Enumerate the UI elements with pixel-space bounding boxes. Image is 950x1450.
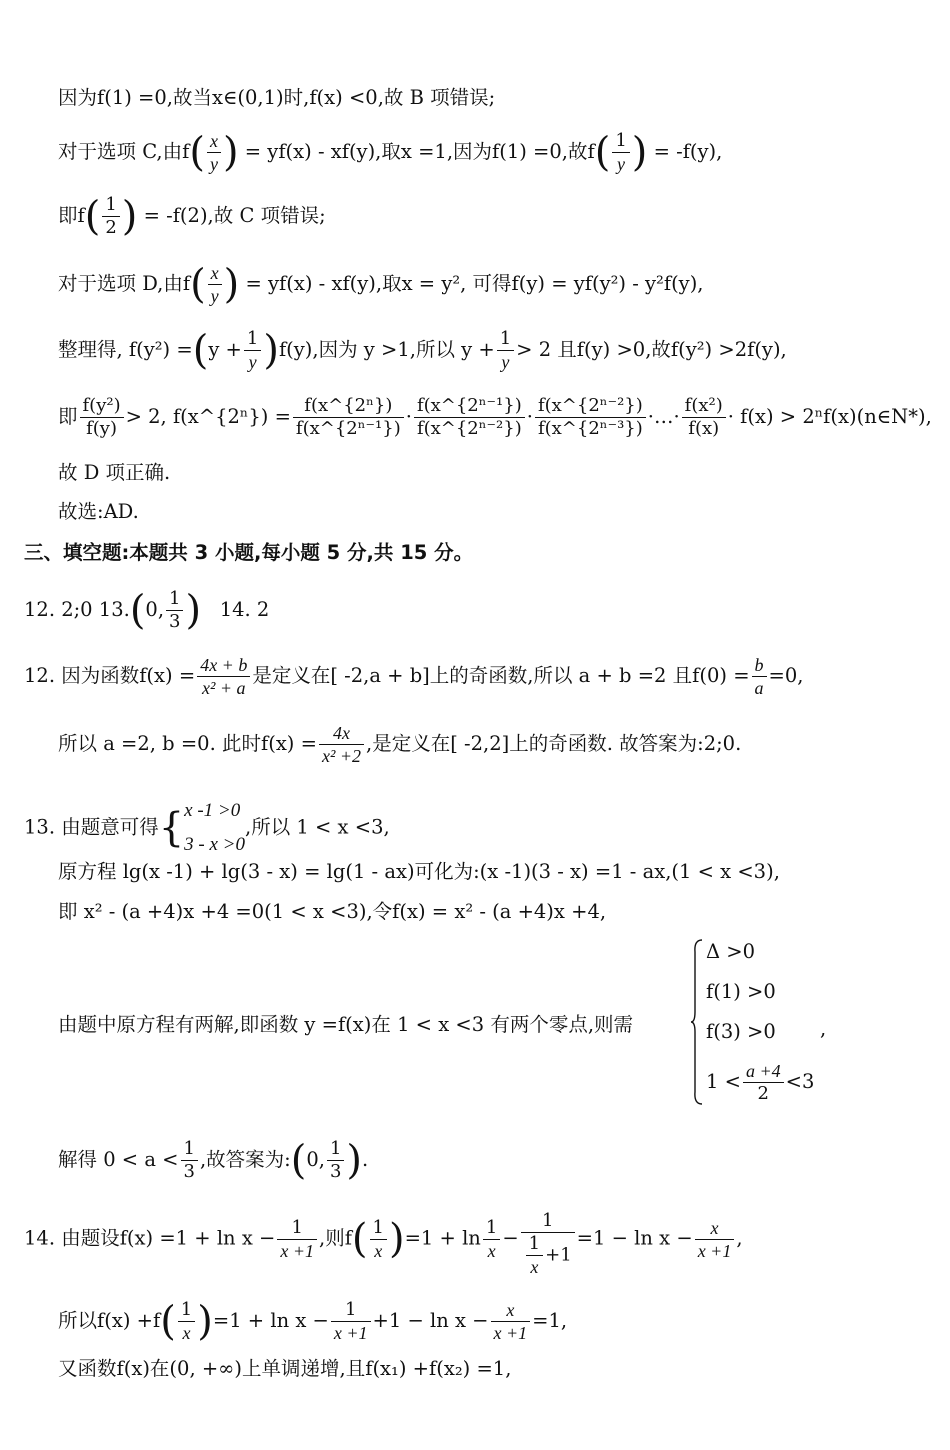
- line-text: ·…·: [647, 405, 680, 428]
- frac-num: 1: [178, 1299, 195, 1322]
- frac-num: 1: [166, 588, 183, 611]
- paren: ): [346, 1137, 363, 1184]
- text-line: 即 $\frac{\text{f(y²)}}{f(y)}$ > 2, f(x^{2ⁿ}) = $\frac{\text{f(x\textasciicircum{}\{2ⁿ\})}}{\text{f(x\textasciicircum{}\{2ⁿ⁻¹\})}}$ · $\frac{\text{f(x\textasciicircum{}\{2ⁿ⁻¹\})}}{\text{f(x\textasciicircum{}\{2ⁿ⁻²\})}}$ · $\frac{\text{f(x\textasciicircum{}\{2ⁿ⁻²\})}}{\text{f(x\textasciicircum{}\{2ⁿ⁻³\})}}$ ·…· $\frac{\text{f(x²)}}{f(x)}$ · f(x) > 2ⁿf(x)(n∈N*),: [58, 395, 932, 439]
- frac-den: y: [617, 154, 626, 174]
- fraction: [491, 1299, 531, 1344]
- text-line: [58, 900, 606, 924]
- system-row: Δ >0: [706, 940, 756, 963]
- line-text: = -f(2),故 C 项错误;: [143, 204, 326, 227]
- frac-num: 1: [102, 194, 119, 217]
- brace: {: [158, 805, 185, 851]
- equation-system: [184, 794, 245, 862]
- frac-den: x: [487, 1240, 496, 1261]
- line-text: ,故答案为:: [199, 1148, 291, 1171]
- section-heading: 三、填空题:本题共 3 小题,每小题 5 分,共 15 分。: [24, 541, 474, 564]
- fraction: [331, 1299, 371, 1344]
- fraction: [319, 722, 364, 767]
- line-text: 原方程 lg(x -1) + lg(3 - x) = lg(1 - ax)可化为:(x -1)(3 - x) =1 - ax,(1 < x <3),: [58, 860, 780, 883]
- line-text: +1 − ln x −: [372, 1309, 489, 1332]
- frac-num: f(x^{2ⁿ}): [293, 395, 404, 418]
- frac-num: f(x^{2ⁿ⁻²}): [535, 395, 646, 418]
- text-line: [24, 1210, 743, 1278]
- paren: ): [631, 129, 648, 176]
- frac-num: 1: [331, 1299, 371, 1322]
- line-text: 12. 因为函数f(x) =: [24, 664, 196, 687]
- frac-num: 1: [483, 1217, 500, 1240]
- paren: (: [129, 587, 146, 634]
- paren: (: [290, 1137, 307, 1184]
- frac-den: x² + a: [201, 678, 246, 698]
- line-text: 14. 2: [219, 598, 270, 621]
- text-line: [58, 194, 326, 239]
- fraction: [526, 1233, 543, 1278]
- text-line: [58, 722, 741, 767]
- line-text: <3: [785, 1070, 815, 1093]
- line-text: =1 − ln x −: [576, 1226, 693, 1250]
- fraction: [102, 194, 119, 239]
- line-text: 所以 a =2, b =0. 此时f(x) =: [58, 732, 317, 755]
- line-text: ,是定义在[ -2,2]上的奇函数. 故答案为:2;0.: [366, 732, 742, 755]
- line-text: 即: [58, 405, 78, 428]
- line-text: ,: [736, 1226, 743, 1250]
- text-line: [820, 1017, 826, 1041]
- frac-num: 1: [526, 1233, 543, 1256]
- fraction: [414, 395, 525, 440]
- frac-den: x +1: [697, 1240, 732, 1261]
- line-text: 是定义在[ -2,a + b]上的奇函数,所以 a + b =2 且f(0) =: [252, 664, 750, 687]
- frac-den: y: [210, 286, 219, 306]
- line-text: 即f: [58, 204, 85, 227]
- fraction: [521, 1210, 575, 1278]
- frac-num: 1: [497, 328, 514, 351]
- fraction: [166, 588, 183, 633]
- system-row: f(1) >0: [706, 980, 776, 1003]
- paren: (: [160, 1298, 176, 1345]
- text-line: [58, 1299, 567, 1344]
- frac-den: x +1: [493, 1323, 528, 1343]
- frac-den: 2: [757, 1083, 769, 1104]
- frac-den: f(x^{2ⁿ⁻²}): [416, 418, 522, 439]
- line-text: ,则f: [319, 1226, 352, 1250]
- system-row: f(3) >0: [706, 1020, 776, 1043]
- line-text: 又函数f(x)在(0, +∞)上单调递增,且f(x₁) +f(x₂) =1,: [58, 1357, 512, 1380]
- line-text: 所以f(x) +f: [58, 1309, 161, 1332]
- line-text: = yf(x) - xf(y),取x = y², 可得f(y) = yf(y²) - y²f(y),: [245, 272, 704, 295]
- line-text: .: [362, 1148, 369, 1171]
- fraction: [752, 654, 767, 699]
- line-text: 13. 由题意可得: [24, 815, 159, 839]
- line-text: 即 x² - (a +4)x +4 =0(1 < x <3),令f(x) = x² - (a +4)x +4,: [58, 900, 607, 923]
- frac-num: x: [208, 262, 222, 285]
- frac-den: 2: [105, 217, 117, 238]
- frac-num: 1: [521, 1210, 575, 1233]
- text-line: [58, 860, 780, 884]
- text-line: [58, 461, 170, 485]
- paren: ): [121, 193, 138, 240]
- text-line: [58, 1013, 633, 1037]
- line-text: 故 D 项正确.: [58, 461, 171, 484]
- line-text: 因为f(1) =0,故当x∈(0,1)时,f(x) <0,故 B 项错误;: [58, 86, 496, 109]
- line-text: > 2, f(x^{2ⁿ}) =: [125, 405, 291, 428]
- frac-num: 1: [370, 1217, 387, 1240]
- line-text: =1,: [532, 1309, 568, 1332]
- frac-num: b: [752, 654, 767, 677]
- paren: (: [192, 327, 209, 374]
- line-text: ,: [820, 1017, 827, 1040]
- fraction: [208, 262, 222, 307]
- fraction: [327, 1138, 344, 1183]
- frac-den: a: [754, 678, 764, 698]
- line-text: 12. 2;0 13.: [24, 598, 130, 621]
- line-text: 故选:AD.: [58, 500, 139, 523]
- line-text: 1 <: [706, 1070, 741, 1093]
- fraction: [277, 1217, 317, 1262]
- paren: ): [197, 1298, 213, 1345]
- line-text: =0,: [768, 664, 804, 687]
- line-text: 对于选项 C,由f: [58, 140, 190, 163]
- frac-num: 1: [244, 328, 261, 351]
- frac-den: y: [248, 352, 257, 372]
- fraction: [370, 1217, 387, 1262]
- paren: (: [84, 193, 101, 240]
- frac-den: 3: [329, 1161, 342, 1182]
- frac-num: x: [491, 1299, 531, 1322]
- system-row: 3 - x >0: [184, 834, 246, 855]
- frac-den: 3: [183, 1161, 195, 1182]
- frac-den: f(x^{2ⁿ⁻³}): [537, 418, 643, 439]
- line-text: 由题中原方程有两解,即函数 y =f(x)在 1 < x <3 有两个零点,则需: [58, 1013, 634, 1036]
- line-text: −: [502, 1226, 519, 1250]
- frac-den: x: [530, 1257, 539, 1277]
- paren: ): [263, 327, 279, 374]
- frac-den: y: [501, 352, 510, 372]
- line-text: 解得 0 < a <: [58, 1148, 179, 1171]
- fraction: [80, 395, 124, 440]
- frac-den: 3: [169, 611, 181, 632]
- fraction: [181, 1138, 198, 1183]
- frac-den: y: [209, 154, 218, 174]
- line-text: · f(x) > 2ⁿf(x)(n∈N*),: [727, 405, 932, 428]
- text-line: [24, 588, 269, 633]
- text-line: [58, 262, 704, 307]
- brace-icon: [690, 938, 704, 1106]
- fraction: [497, 328, 514, 373]
- frac-den: f(x): [688, 418, 720, 439]
- text-line: [58, 1138, 368, 1183]
- text-line: [58, 1357, 511, 1381]
- fraction: [535, 395, 646, 440]
- frac-num: 1: [277, 1217, 317, 1240]
- line-text: =1 + ln x −: [212, 1309, 329, 1332]
- frac-den: x +1: [280, 1240, 314, 1261]
- line-text: =1 + ln: [404, 1226, 481, 1250]
- paren: ): [185, 587, 202, 634]
- fraction: [695, 1217, 735, 1262]
- frac-den: x +1: [333, 1323, 368, 1343]
- line-text: > 2 且f(y) >0,故f(y²) >2f(y),: [516, 338, 787, 361]
- frac-num: 4x: [319, 722, 364, 745]
- frac-den: $\frac{1}{x}$ +1: [521, 1233, 575, 1278]
- fraction: [293, 395, 404, 440]
- frac-num: x: [695, 1217, 735, 1240]
- fraction: [244, 328, 261, 373]
- frac-den: x: [182, 1323, 191, 1343]
- paren: ): [388, 1216, 405, 1262]
- fraction: [743, 1060, 784, 1105]
- frac-num: x: [207, 130, 221, 153]
- frac-num: f(x²): [682, 395, 726, 418]
- frac-num: 4x + b: [197, 654, 250, 677]
- frac-den: f(x^{2ⁿ⁻¹}): [295, 418, 401, 439]
- line-text: 14. 由题设f(x) =1 + ln x −: [24, 1226, 276, 1250]
- line-text: 对于选项 D,由f: [58, 272, 191, 295]
- text-line: [58, 500, 139, 524]
- frac-num: 1: [327, 1138, 344, 1161]
- system-row: x -1 >0: [184, 800, 241, 821]
- line-text: f(y),因为 y >1,所以 y +: [278, 338, 495, 361]
- frac-num: f(y²): [80, 395, 124, 418]
- paren: ): [222, 129, 239, 176]
- paren: (: [351, 1216, 368, 1262]
- line-text: = -f(y),: [653, 140, 723, 163]
- frac-num: f(x^{2ⁿ⁻¹}): [414, 395, 525, 418]
- text-line: [58, 328, 787, 373]
- frac-num: a +4: [743, 1060, 784, 1083]
- frac-num: 1: [612, 130, 629, 153]
- frac-num: 1: [181, 1138, 198, 1161]
- fraction: [682, 395, 726, 440]
- line-text: 整理得, f(y²) =: [58, 338, 193, 361]
- fraction: [178, 1299, 195, 1344]
- fraction: [612, 130, 629, 175]
- text-line: [58, 130, 722, 175]
- line-text: 0,: [306, 1148, 325, 1171]
- paren: (: [189, 129, 205, 176]
- text-line: [58, 86, 495, 110]
- line-text: y +: [208, 338, 242, 361]
- system-row: [706, 1060, 814, 1105]
- fraction: [207, 130, 221, 175]
- text-line: [24, 794, 390, 862]
- paren: (: [190, 261, 206, 308]
- fraction: [483, 1217, 500, 1262]
- line-text: ,所以 1 < x <3,: [245, 815, 390, 839]
- line-text: = yf(x) - xf(y),取x =1,因为f(1) =0,故f: [244, 140, 595, 163]
- frac-den: f(y): [86, 418, 117, 439]
- frac-den: x: [374, 1240, 383, 1261]
- text-line: [24, 654, 804, 699]
- paren: (: [594, 129, 611, 176]
- paren: ): [223, 261, 240, 308]
- fraction: [197, 654, 250, 699]
- frac-den: x² +2: [321, 746, 362, 766]
- line-text: 0,: [145, 598, 165, 621]
